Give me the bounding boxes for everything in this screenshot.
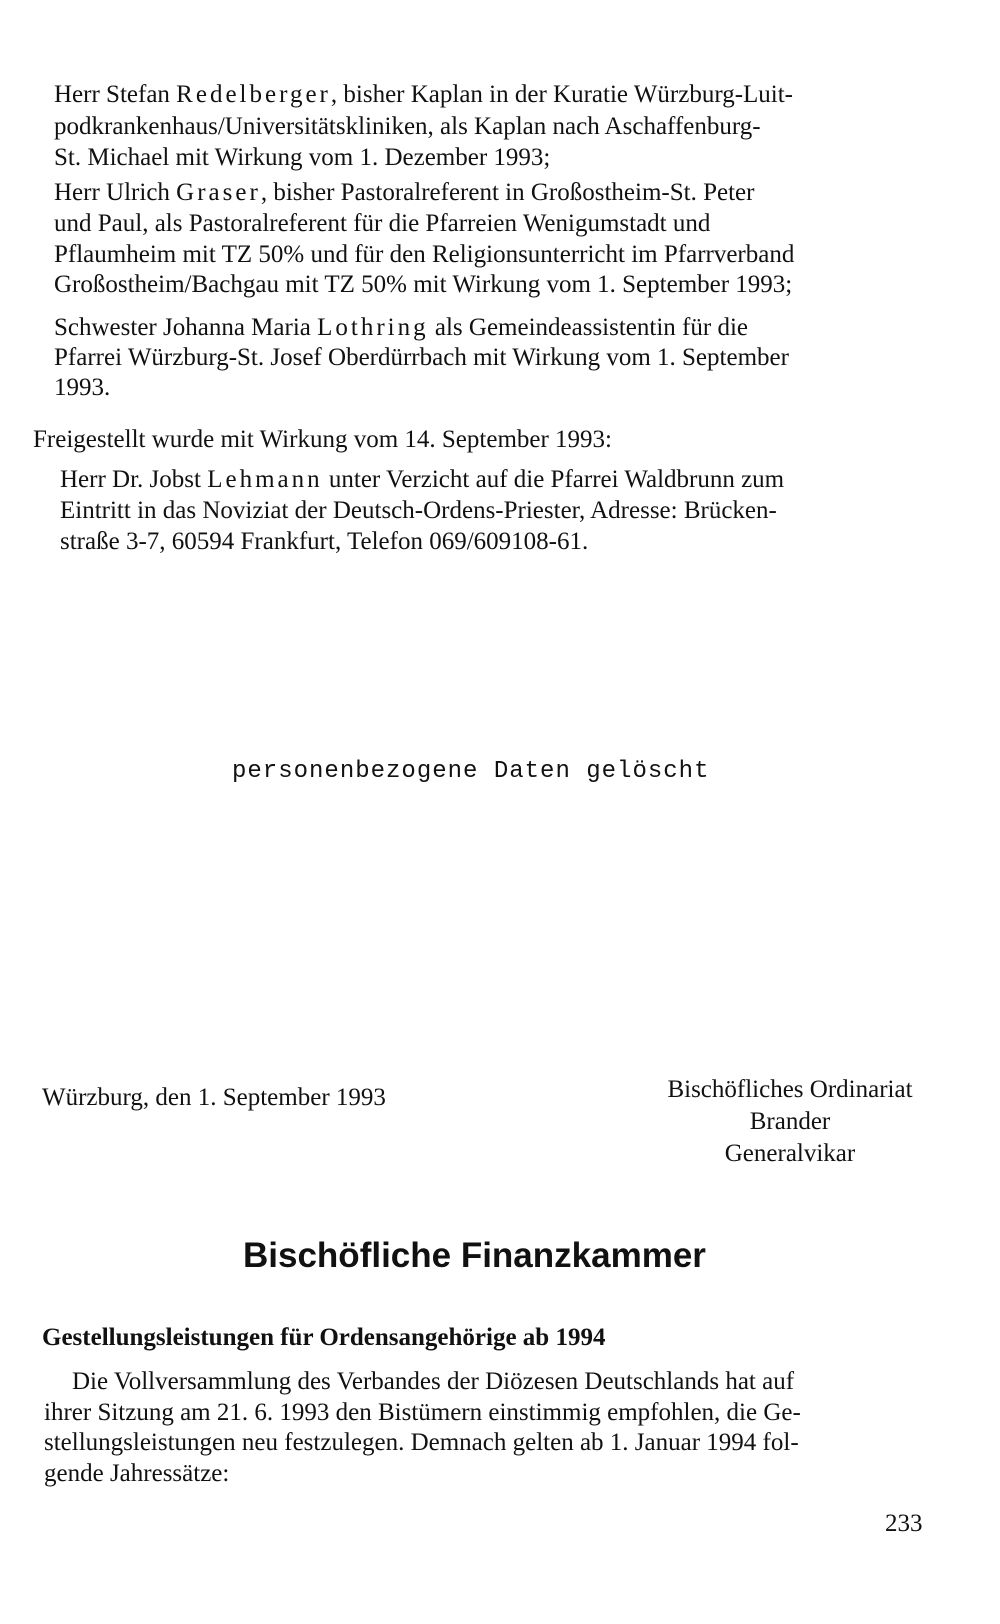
entry-line: Pfarrei Würzburg-St. Josef Oberdürrbach mit Wirkung vom 1. September [54,344,789,371]
section-heading: Bischöfliche Finanzkammer [243,1236,706,1275]
entry-line: podkrankenhaus/Universitätskliniken, als Kaplan nach Aschaffenburg- [54,113,761,140]
signature-name: Brander [749,1108,831,1135]
redaction-note: personenbezogene Daten gelöscht [232,758,710,785]
person-name: Graser [176,179,261,206]
place-date: Würzburg, den 1. September 1993 [42,1084,386,1111]
signature-office: Bischöfliches Ordinariat [667,1076,913,1103]
entry-line: und Paul, als Pastoralreferent für die Pfarreien Wenigumstadt und [54,210,711,237]
entry-line: Herr Dr. Jobst Lehmann unter Verzicht auf die Pfarrei Waldbrunn zum [60,466,785,493]
body-line: stellungsleistungen neu festzulegen. Demnach gelten ab 1. Januar 1994 fol- [44,1429,799,1456]
person-name: Redelberger [176,81,331,108]
release-intro: Freigestellt wurde mit Wirkung vom 14. September 1993: [33,426,613,453]
entry-line: Herr Ulrich Graser, bisher Pastoralreferent in Großostheim-St. Peter [54,179,755,206]
section-subheading: Gestellungsleistungen für Ordensangehörige ab 1994 [42,1324,606,1351]
entry-line: St. Michael mit Wirkung vom 1. Dezember 1993; [54,144,551,171]
person-name: Lehmann [207,466,323,493]
body-line: Die Vollversammlung des Verbandes der Diözesen Deutschlands hat auf [72,1368,795,1395]
entry-line: Herr Stefan Redelberger, bisher Kaplan in der Kuratie Würzburg-Luit- [54,81,794,108]
entry-line: 1993. [54,374,111,401]
body-line: ihrer Sitzung am 21. 6. 1993 den Bistümern einstimmig empfohlen, die Ge- [44,1399,801,1426]
entry-line: Großostheim/Bachgau mit TZ 50% mit Wirkung vom 1. September 1993; [54,271,793,298]
person-name: Lothring [317,314,429,341]
entry-line: Schwester Johanna Maria Lothring als Gemeindeassistentin für die [54,314,748,341]
body-line: gende Jahressätze: [44,1460,230,1487]
page-number: 233 [885,1510,923,1537]
signature-title: Generalvikar [724,1140,856,1167]
entry-line: Pflaumheim mit TZ 50% und für den Religionsunterricht im Pfarrverband [54,241,795,268]
entry-line: Eintritt in das Noviziat der Deutsch-Ordens-Priester, Adresse: Brücken- [60,497,777,524]
entry-line: straße 3-7, 60594 Frankfurt, Telefon 069/609108-61. [60,528,589,555]
signature-block [630,1074,950,1170]
